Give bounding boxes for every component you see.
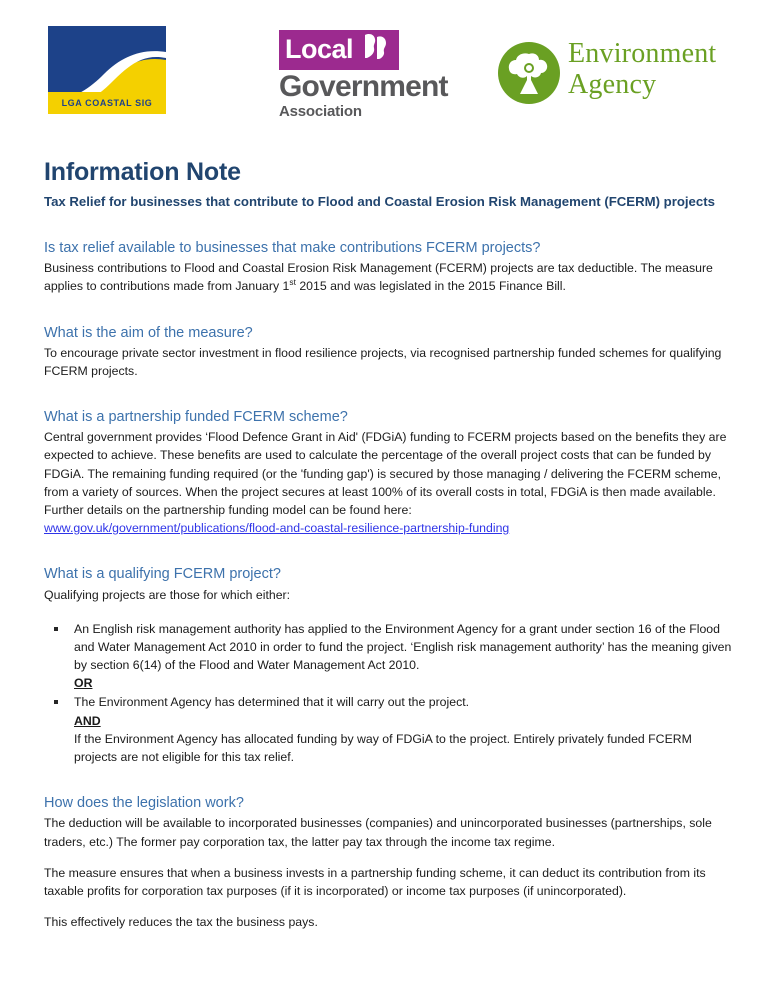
environment-agency-wordmark (568, 38, 716, 101)
section-paragraph: This effectively reduces the tax the business pays. (44, 915, 318, 930)
section-tax-relief-available (44, 239, 734, 296)
paragraph-text-part-1: Business contributions to Flood and Coastal Erosion Risk Management (FCERM) projects are tax deductible. The measure applies to contributions made from January 1 (44, 261, 713, 294)
section-paragraph: The measure ensures that when a business invests in a partnership funding scheme, it can deduct its contribution from its taxable profits for corporation tax purposes (if it is incorporated) or income tax purposes (if unincorporated). (44, 865, 706, 898)
partnership-funding-link-wrapper (44, 519, 734, 537)
section-paragraph: Qualifying projects are those for which either: (44, 587, 291, 602)
lga-coastal-sig-label: LGA COASTAL SIG (48, 92, 166, 114)
paragraph-text-part-2: 2015 and was legislated in the 2015 Finance Bill. (295, 279, 566, 294)
local-government-association-logo (279, 30, 454, 120)
section-heading: How does the legislation work? (44, 795, 244, 812)
page-subtitle: Tax Relief for businesses that contribute to Flood and Coastal Erosion Risk Management (FCERM) projects (44, 194, 715, 209)
section-qualifying-project (44, 565, 734, 766)
list-item-connector: AND (74, 713, 101, 728)
section-how-legislation-works (44, 794, 734, 931)
environment-agency-logo (498, 36, 728, 108)
qualifying-criteria-list (44, 620, 734, 767)
lga-faces-icon (361, 32, 391, 67)
section-heading: What is a qualifying FCERM project? (44, 566, 281, 583)
list-item-follow-text: If the Environment Agency has allocated funding by way of FDGiA to the project. Entirely privately funded FCERM projects are not eligible for this tax relief. (74, 731, 692, 765)
section-paragraph: Central government provides ‘Flood Defence Grant in Aid' (FDGiA) funding to FCERM projects based on the benefits they are expected to achieve. These benefits are used to calculate the percentage of the overall project costs that can be funded by FDGiA. The remaining funding required (or the 'funding gap') is secured by those managing / delivering the FCERM scheme, from a variety of sources. When the project secures at least 100% of its overall costs in total, FDGiA is then made available. Further details on the partnership funding model can be found here: (44, 430, 727, 518)
section-aim-of-measure (44, 324, 734, 381)
lga-association-text: Association (279, 102, 362, 120)
section-paragraph (44, 259, 734, 295)
section-partnership-funded-scheme (44, 408, 734, 537)
lga-local-block (279, 30, 399, 70)
logo-header-bar (0, 0, 768, 140)
ordinal-suffix: st (289, 277, 296, 288)
list-item-text: The Environment Agency has determined that it will carry out the project. (74, 695, 470, 710)
section-heading: What is a partnership funded FCERM scheme? (44, 409, 348, 426)
lga-local-text: Local (285, 34, 354, 64)
lga-government-text: Government (279, 70, 448, 103)
document-body (44, 158, 734, 931)
lga-coastal-sig-logo (48, 26, 166, 114)
ea-line-agency: Agency (568, 69, 657, 101)
page-title: Information Note (44, 158, 241, 186)
list-item-text: An English risk management authority has applied to the Environment Agency for a grant under section 16 of the Flood and Water Management Act 2010 in order to fund the project. ‘English risk management authority’ has the meaning given by section 6(14) of the Flood and Water Management Act 2010. (74, 621, 732, 673)
list-item (44, 693, 734, 766)
list-item (44, 620, 734, 693)
ea-line-environment: Environment (568, 38, 717, 69)
section-heading: What is the aim of the measure? (44, 324, 253, 341)
section-paragraph: To encourage private sector investment in flood resilience projects, via recognised partnership funded schemes for qualifying FCERM projects. (44, 345, 722, 378)
environment-agency-tree-icon (498, 42, 560, 104)
section-paragraph: The deduction will be available to incorporated businesses (companies) and unincorporated businesses (partnerships, sole traders, etc.) The former pay corporation tax, the latter pay tax through the income tax regime. (44, 816, 712, 849)
partnership-funding-link[interactable]: www.gov.uk/government/publications/flood-and-coastal-resilience-partnership-funding (44, 521, 510, 536)
list-item-connector: OR (74, 676, 93, 691)
section-heading: Is tax relief available to businesses that make contributions FCERM projects? (44, 240, 541, 257)
